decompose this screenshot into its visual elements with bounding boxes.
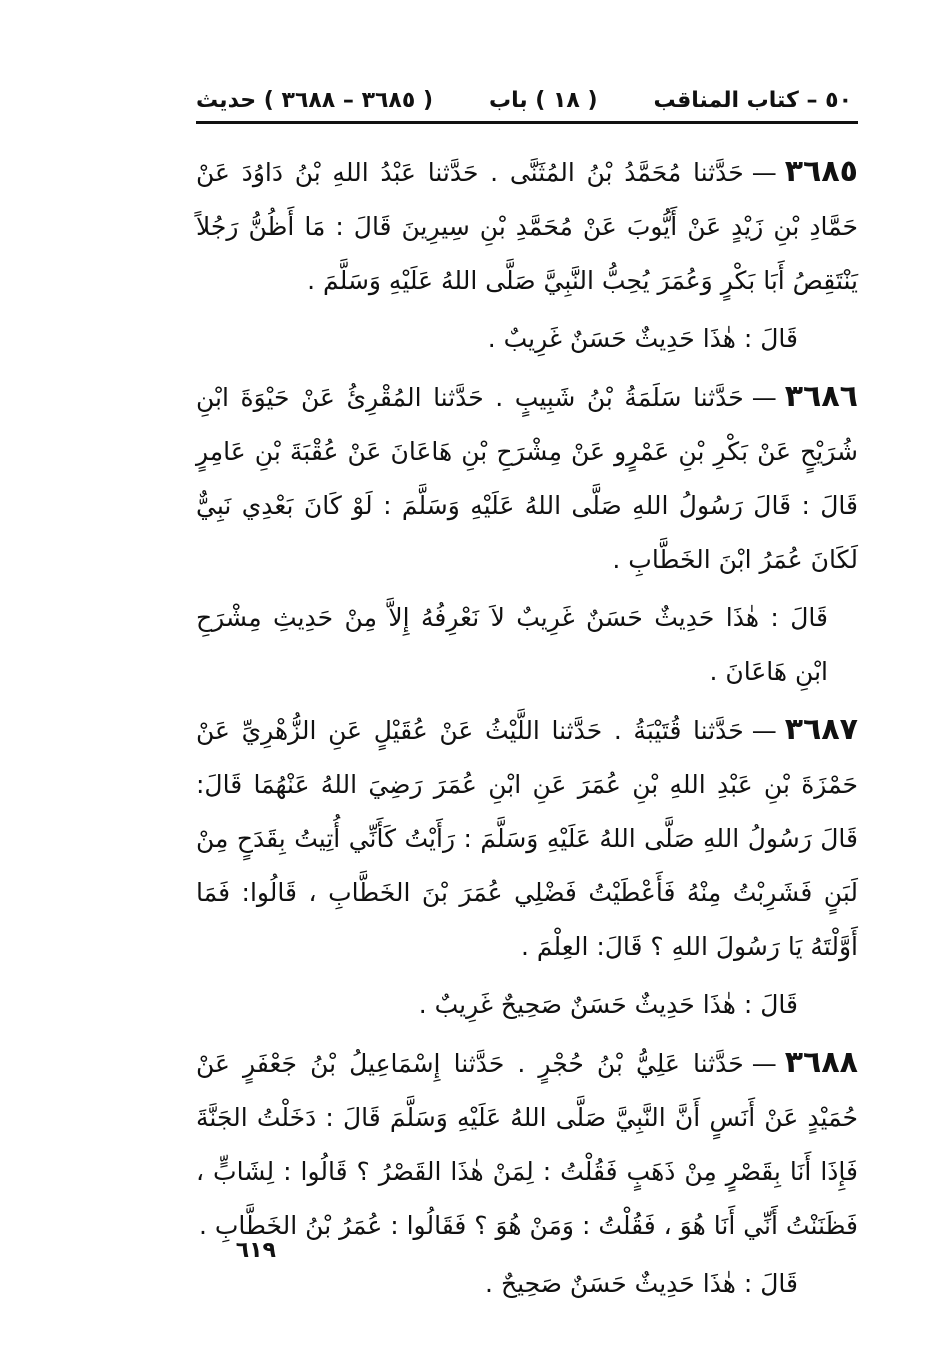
dash-separator: — [751, 383, 777, 412]
hadith-verdict: قَالَ : هٰذَا حَدِيثٌ حَسَنٌ صَحِيحٌ غَرِيبٌ . [418, 990, 798, 1019]
hadith-number: ٣٦٨٥ [784, 154, 858, 189]
hadith-number: ٣٦٨٦ [784, 379, 858, 414]
header-divider [196, 121, 858, 124]
hadith-entry [196, 145, 858, 308]
hadith-entry [196, 370, 858, 587]
hadith-verdict: قَالَ : هٰذَا حَدِيثٌ حَسَنٌ صَحِيحٌ . [485, 1269, 798, 1298]
running-header [196, 82, 852, 118]
hadith-text: حَدَّثنا قُتَيْبَةُ . حَدَّثنا اللَّيْثُ عَنْ عُقَيْلٍ عَنِ الزُّهْرِيِّ عَنْ حَمْزَةَ بْنِ عَبْدِ اللهِ بْنِ عُمَرَ عَنِ ابْنِ عُمَرَ رَضِيَ اللهُ عَنْهُمَا قَالَ: قَالَ رَسُولُ اللهِ صَلَّى اللهُ عَلَيْهِ وَسَلَّمَ : رَأَيْتُ كَأَنِّي أُتِيتُ بِقَدَحٍ مِنْ لَبَنٍ فَشَرِبْتُ مِنْهُ فَأَعْطَيْتُ فَضْلِي عُمَرَ بْنَ الخَطَّابِ ، قَالُوا: فَمَا أَوَّلْتَهُ يَا رَسُولَ اللهِ ؟ قَالَ: العِلْمَ . [196, 716, 858, 961]
dash-separator: — [751, 1049, 777, 1078]
hadith-entry [196, 703, 858, 974]
hadith-entry [196, 1036, 858, 1253]
header-hadith-range: ( ٣٦٨٥ – ٣٦٨٨ ) حديث [196, 87, 433, 113]
hadith-verdict: قَالَ : هٰذَا حَدِيثٌ حَسَنٌ غَرِيبٌ لاَ نَعْرِفُهُ إِلاَّ مِنْ حَدِيثِ مِشْرَحِ ابْنِ هَاعَانَ . [196, 603, 828, 686]
hadith-text: حَدَّثنا مُحَمَّدُ بْنُ المُثَنَّى . حَدَّثنا عَبْدُ اللهِ بْنُ دَاوُدَ عَنْ حَمَّادِ بْنِ زَيْدٍ عَنْ أَيُّوبَ عَنْ مُحَمَّدِ بْنِ سِيرِينَ قَالَ : مَا أَظُنُّ رَجُلاً يَنْتَقِصُ أَبَا بَكْرٍ وَعُمَرَ يُحِبُّ النَّبِيَّ صَلَّى اللهُ عَلَيْهِ وَسَلَّمَ . [196, 158, 858, 295]
header-book-title: ٥٠ – كتاب المناقب [653, 87, 852, 113]
hadith-text: حَدَّثنا سَلَمَةُ بْنُ شَبِيبٍ . حَدَّثنا المُقْرِئُ عَنْ حَيْوَةَ ابْنِ شُرَيْحٍ عَنْ بَكْرِ بْنِ عَمْرٍو عَنْ مِشْرَحِ بْنِ هَاعَانَ عَنْ عُقْبَةَ بْنِ عَامِرٍ قَالَ : قَالَ رَسُولُ اللهِ صَلَّى اللهُ عَلَيْهِ وَسَلَّمَ : لَوْ كَانَ بَعْدِي نَبِيٌّ لَكَانَ عُمَرُ ابْنَ الخَطَّابِ . [196, 383, 858, 574]
hadith-text: حَدَّثنا عَلِيُّ بْنُ حُجْرٍ . حَدَّثنا إِسْمَاعِيلُ بْنُ جَعْفَرٍ عَنْ حُمَيْدٍ عَنْ أَنَسٍ أَنَّ النَّبِيَّ صَلَّى اللهُ عَلَيْهِ وَسَلَّمَ قَالَ : دَخَلْتُ الجَنَّةَ فَإِذَا أَنَا بِقَصْرٍ مِنْ ذَهَبٍ فَقُلْتُ : لِمَنْ هٰذَا القَصْرُ ؟ قَالُوا : لِشَابٍّ ، فَظَنَنْتُ أَنِّي أَنَا هُوَ ، فَقُلْتُ : وَمَنْ هُوَ ؟ فَقَالُوا : عُمَرُ بْنُ الخَطَّابِ . [196, 1049, 858, 1240]
header-chapter: ( ١٨ ) باب [488, 87, 598, 113]
hadith-number: ٣٦٨٧ [784, 712, 858, 747]
page-body [196, 145, 858, 1315]
page-number: ٦١٩ [235, 1238, 276, 1263]
hadith-verdict: قَالَ : هٰذَا حَدِيثٌ حَسَنٌ غَرِيبٌ . [487, 324, 798, 353]
dash-separator: — [751, 158, 777, 187]
hadith-number: ٣٦٨٨ [784, 1045, 858, 1080]
dash-separator: — [751, 716, 777, 745]
